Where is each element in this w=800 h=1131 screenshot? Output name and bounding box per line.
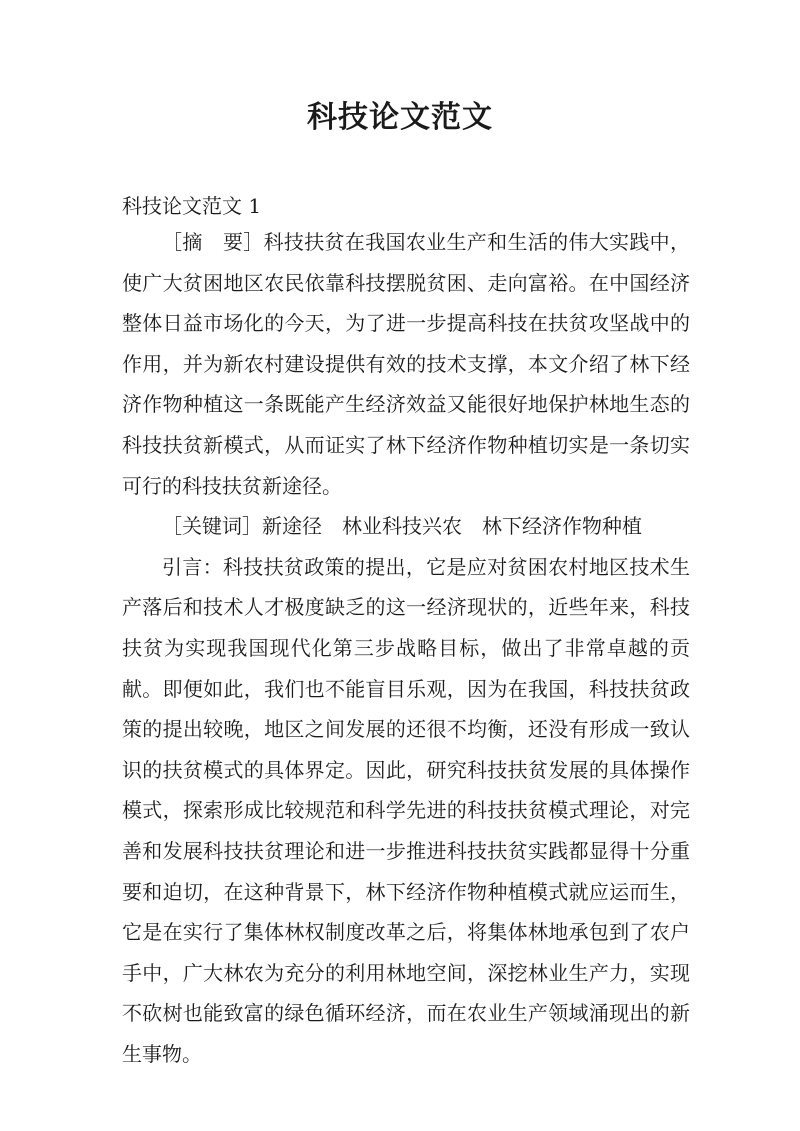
introduction-paragraph: 引言：科技扶贫政策的提出，它是应对贫困农村地区技术生产落后和技术人才极度缺乏的这一经济现状的，近些年来，科技扶贫为实现我国现代化第三步战略目标，做出了非常卓越的贡献。即便如此，我们也不能盲目乐观，因为在我国，科技扶贫政策的提出较晚，地区之间发展的还很不均衡，还没有形成一致认识的扶贫模式的具体界定。因此，研究科技扶贫发展的具体操作模式，探索形成比较规范和科学先进的科技扶贫模式理论，对完善和发展科技扶贫理论和进一步推进科技扶贫实践都显得十分重要和迫切，在这种背景下，林下经济作物种植模式就应运而生，它是在实行了集体林权制度改革之后，将集体林地承包到了农户手中，广大林农为充分的利用林地空间，深挖林业生产力，实现不砍树也能致富的绿色循环经济，而在农业生产领域涌现出的新生事物。 [122, 554, 690, 1066]
keywords-paragraph: ［关键词］新途径 林业科技兴农 林下经济作物种植 [162, 514, 642, 539]
page-title: 科技论文范文 [307, 100, 493, 135]
section-heading: 科技论文范文 1 [122, 194, 262, 218]
abstract-paragraph: ［摘 要］科技扶贫在我国农业生产和生活的伟大实践中，使广大贫困地区农民依靠科技摆脱贫困、走向富裕。在中国经济整体日益市场化的今天，为了进一步提高科技在扶贫攻坚战中的作用，并为新农村建设提供有效的技术支撑，本文介绍了林下经济作物种植这一条既能产生经济效益又能很好地保护林地生态的科技扶贫新模式，从而证实了林下经济作物种植切实是一条切实可行的科技扶贫新途径。 [122, 230, 690, 498]
body-text [122, 222, 690, 1074]
